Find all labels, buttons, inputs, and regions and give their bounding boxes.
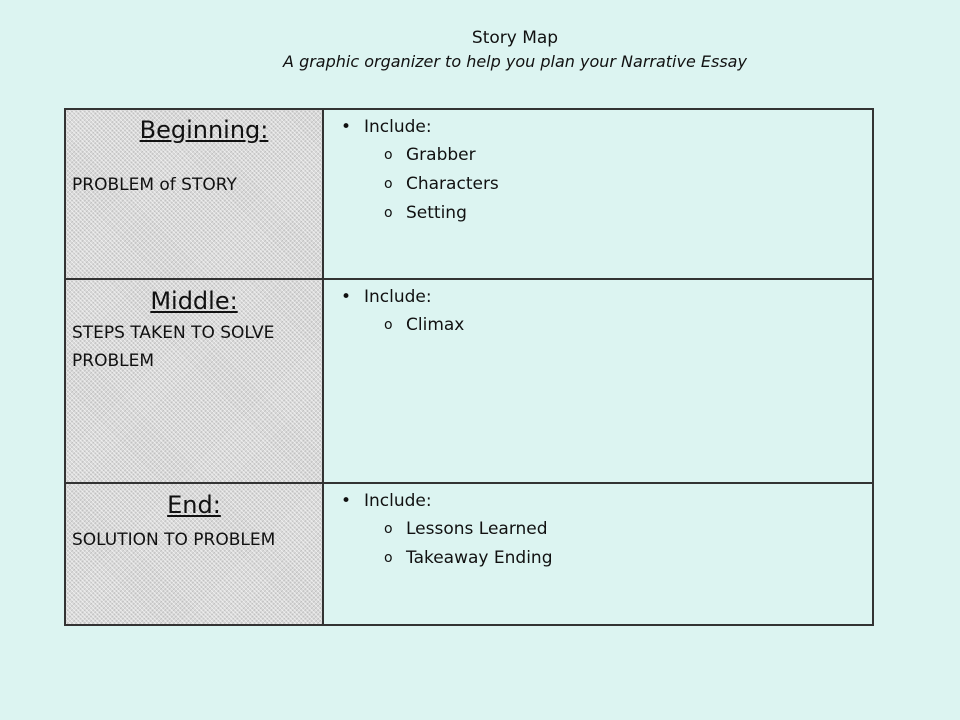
circle-bullet-icon: o: [384, 550, 393, 566]
table-row-middle: [65, 279, 873, 483]
include-list-middle: [324, 311, 872, 340]
list-item-label: Grabber: [406, 145, 476, 165]
table-row-beginning: [65, 109, 873, 279]
list-item: [324, 199, 872, 228]
list-item: [324, 311, 872, 340]
circle-bullet-icon: o: [384, 521, 393, 537]
bullet-icon: •: [341, 491, 352, 511]
section-description-end: SOLUTION TO PROBLEM: [72, 530, 276, 550]
section-heading-middle: Middle:: [150, 287, 238, 315]
include-label: Include:: [364, 117, 432, 137]
list-item: [324, 170, 872, 199]
label-cell-beginning: [65, 109, 323, 279]
section-description-beginning: PROBLEM of STORY: [72, 175, 237, 195]
circle-bullet-icon: o: [384, 176, 393, 192]
list-item-label: Climax: [406, 315, 465, 335]
circle-bullet-icon: o: [384, 317, 393, 333]
list-item-label: Setting: [406, 203, 467, 223]
page-subtitle: A graphic organizer to help you plan your Narrative Essay: [283, 52, 747, 71]
include-line-middle: [324, 283, 872, 311]
circle-bullet-icon: o: [384, 147, 393, 163]
page-title: Story Map: [471, 28, 559, 48]
page-header: [0, 26, 960, 74]
bullet-icon: •: [341, 287, 352, 307]
content-cell-middle: [323, 279, 873, 483]
circle-bullet-icon: o: [384, 205, 393, 221]
list-item: [324, 515, 872, 544]
list-item-label: Lessons Learned: [406, 519, 548, 539]
section-heading-end: End:: [167, 491, 221, 519]
section-description-middle: STEPS TAKEN TO SOLVE PROBLEM: [72, 323, 275, 371]
include-line-beginning: [324, 113, 872, 141]
include-list-beginning: [324, 141, 872, 228]
bullet-icon: •: [341, 117, 352, 137]
include-line-end: [324, 487, 872, 515]
list-item: [324, 141, 872, 170]
list-item: [324, 544, 872, 573]
section-heading-beginning: Beginning:: [139, 116, 269, 144]
label-cell-end: [65, 483, 323, 625]
label-cell-middle: [65, 279, 323, 483]
content-cell-beginning: [323, 109, 873, 279]
include-label: Include:: [364, 491, 432, 511]
include-label: Include:: [364, 287, 432, 307]
table-row-end: [65, 483, 873, 625]
include-list-end: [324, 515, 872, 573]
content-cell-end: [323, 483, 873, 625]
list-item-label: Takeaway Ending: [406, 548, 553, 568]
list-item-label: Characters: [406, 174, 499, 194]
story-map-table: [64, 108, 874, 626]
